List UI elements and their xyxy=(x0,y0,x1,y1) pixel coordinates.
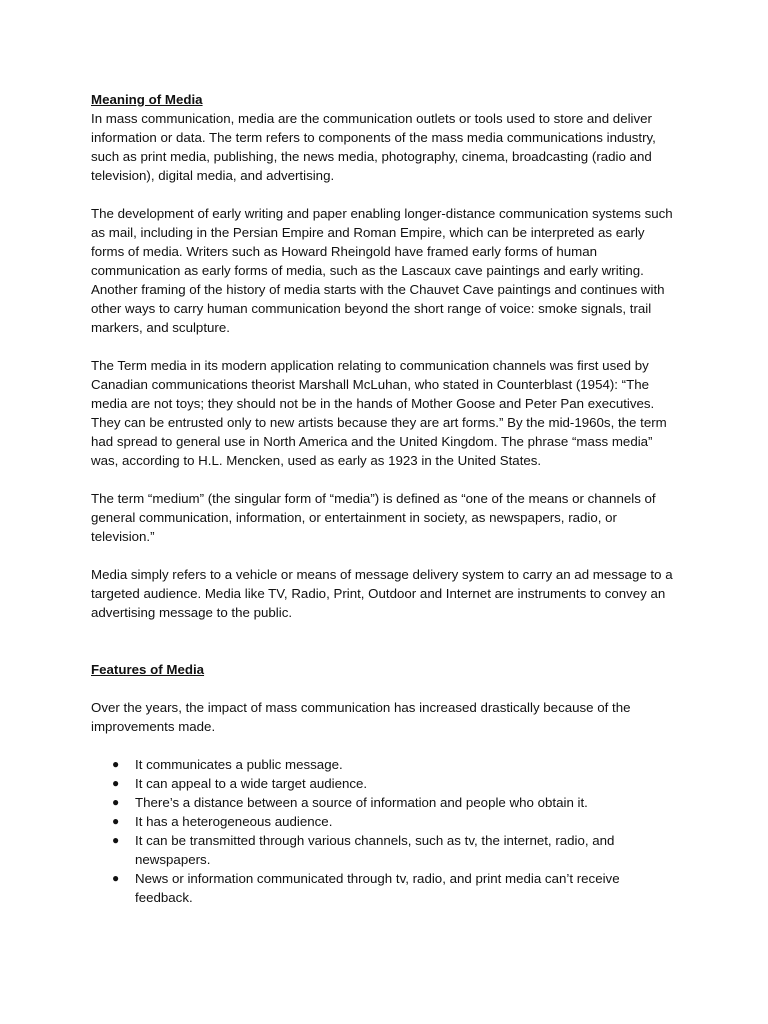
list-item-text: News or information communicated through tv, radio, and print media can’t receive feedback. xyxy=(135,871,620,905)
bullet-icon: ● xyxy=(112,795,120,809)
features-list xyxy=(91,755,677,907)
paragraph-media-vehicle: Media simply refers to a vehicle or means of message delivery system to carry an ad message to a targeted audience. Media like TV, Radio, Print, Outdoor and Internet are instruments to convey an advertising message to the public. xyxy=(91,567,673,620)
bullet-icon: ● xyxy=(112,814,120,828)
bullet-icon: ● xyxy=(112,833,120,847)
paragraph-features-intro: Over the years, the impact of mass communication has increased drastically because of the improvements made. xyxy=(91,700,631,734)
section-spacer xyxy=(91,641,677,660)
list-item-text: It can appeal to a wide target audience. xyxy=(135,776,368,791)
list-item xyxy=(91,774,677,793)
list-item-text: It has a heterogeneous audience. xyxy=(135,814,333,829)
list-item xyxy=(91,831,677,869)
paragraph-definition: In mass communication, media are the communication outlets or tools used to store and deliver information or data. The term refers to components of the mass media communications industry, such as print media, publishing, the news media, photography, cinema, broadcasting (radio and television), digital media, and advertising. xyxy=(91,111,656,183)
list-item-text: It can be transmitted through various channels, such as tv, the internet, radio, and newspapers. xyxy=(135,833,615,867)
bullet-icon: ● xyxy=(112,776,120,790)
list-item-text: It communicates a public message. xyxy=(135,757,343,772)
heading-features-of-media: Features of Media xyxy=(91,662,205,677)
section-spacer xyxy=(91,622,677,641)
list-item xyxy=(91,869,677,907)
bullet-icon: ● xyxy=(112,871,120,885)
heading-meaning-of-media: Meaning of Media xyxy=(91,92,203,107)
paragraph-early-media: The development of early writing and paper enabling longer-distance communication systems such as mail, including in the Persian Empire and Roman Empire, which can be interpreted as early forms of media. Writers such as Howard Rheingold have framed early forms of human communication as early forms of media, such as the Lascaux cave paintings and early writing. Another framing of the history of media starts with the Chauvet Cave paintings and continues with other ways to carry human communication beyond the short range of voice: smoke signals, trail markers, and sculpture. xyxy=(91,206,673,335)
list-item xyxy=(91,812,677,831)
list-item xyxy=(91,755,677,774)
list-item-text: There’s a distance between a source of information and people who obtain it. xyxy=(135,795,588,810)
document-page xyxy=(91,90,677,907)
paragraph-mcluhan: The Term media in its modern application relating to communication channels was first used by Canadian communications theorist Marshall McLuhan, who stated in Counterblast (1954): “The media are not toys; they should not be in the hands of Mother Goose and Peter Pan executives. They can be entrusted only to new artists because they are art forms.” By the mid-1960s, the term had spread to general use in North America and the United Kingdom. The phrase “mass media” was, according to H.L. Mencken, used as early as 1923 in the United States. xyxy=(91,358,667,468)
list-item xyxy=(91,793,677,812)
paragraph-medium-definition: The term “medium” (the singular form of “media”) is defined as “one of the means or channels of general communication, information, or entertainment in society, as newspapers, radio, or television.” xyxy=(91,491,656,544)
bullet-icon: ● xyxy=(112,757,120,771)
